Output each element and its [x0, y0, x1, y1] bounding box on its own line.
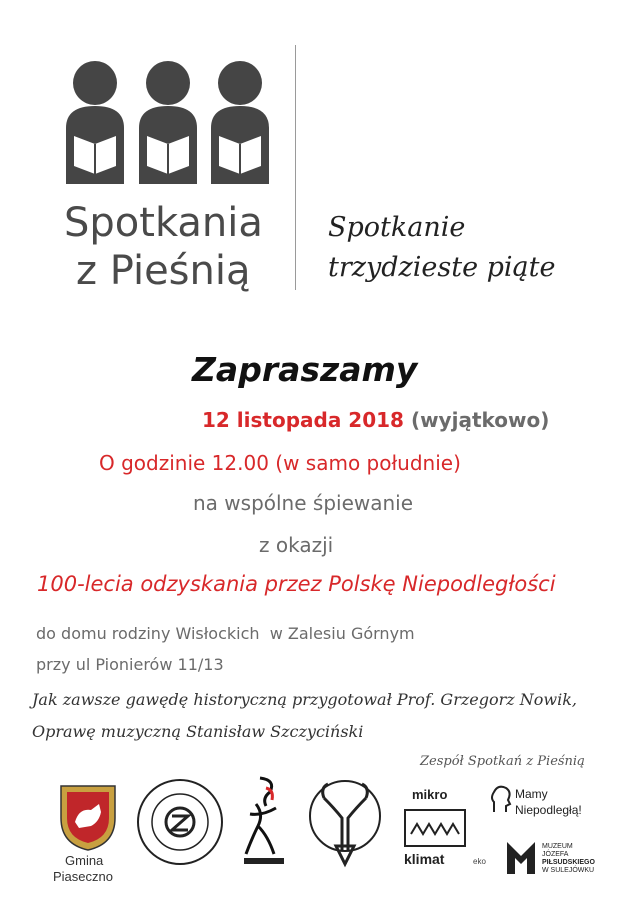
museum-line-3: PIŁSUDSKIEGO — [542, 859, 595, 866]
subtitle-line-2: trzydzieste piąte — [328, 252, 556, 283]
invite-date-row — [202, 408, 549, 432]
dom-kultury-dancer-icon — [236, 774, 292, 870]
invite-occasion-prefix: z okazji — [259, 533, 334, 557]
museum-line-4: W SULEJÓWKU — [542, 867, 595, 874]
museum-line-2: JÓZEFA — [542, 851, 569, 858]
gmina-piaseczno-crest-icon — [57, 782, 119, 852]
eko-label: eko — [473, 857, 486, 866]
invite-time: O godzinie 12.00 (w samo południe) — [99, 451, 461, 475]
stowarzyszenie-seal-icon — [136, 778, 224, 866]
mikro-label: mikro — [412, 787, 448, 802]
readers-logo-icon — [62, 58, 282, 190]
mamy-niepodlegla-label: Mamy Niepodległą! — [515, 787, 582, 817]
invite-activity: na wspólne śpiewanie — [193, 491, 414, 515]
invite-occasion: 100-lecia odzyskania przez Polskę Niepodległości — [37, 572, 556, 596]
museum-m-logo-icon — [505, 840, 537, 876]
subtitle-line-1: Spotkanie — [328, 212, 466, 243]
place-line-1: do domu rodziny Wisłockich w Zalesiu Górnym — [36, 624, 415, 643]
credits-signature: Zespół Spotkań z Pieśnią — [420, 754, 585, 769]
klimat-label: klimat — [404, 851, 445, 867]
klub-kultury-seal-icon — [306, 778, 384, 870]
gmina-label-2: Piaseczno — [53, 869, 113, 884]
gmina-label-1: Gmina — [65, 853, 104, 868]
credits-line-2: Oprawę muzyczną Stanisław Szczyciński — [32, 722, 364, 741]
museum-label — [542, 843, 595, 875]
seal-ring-text — [136, 778, 137, 779]
museum-line-1: MUZEUM — [542, 843, 573, 850]
invite-heading: Zapraszamy — [192, 350, 418, 389]
vertical-divider — [295, 45, 296, 290]
invite-date-note: (wyjątkowo) — [410, 408, 550, 432]
profile-head-icon — [490, 784, 512, 814]
invite-date: 12 listopada 2018 — [202, 408, 404, 432]
place-line-2: przy ul Pionierów 11/13 — [36, 655, 224, 674]
brand-line-1: Spotkania — [64, 200, 263, 246]
brand-line-2: z Pieśnią — [76, 248, 251, 294]
credits-line-1: Jak zawsze gawędę historyczną przygotował Prof. Grzegorz Nowik, — [32, 690, 578, 709]
